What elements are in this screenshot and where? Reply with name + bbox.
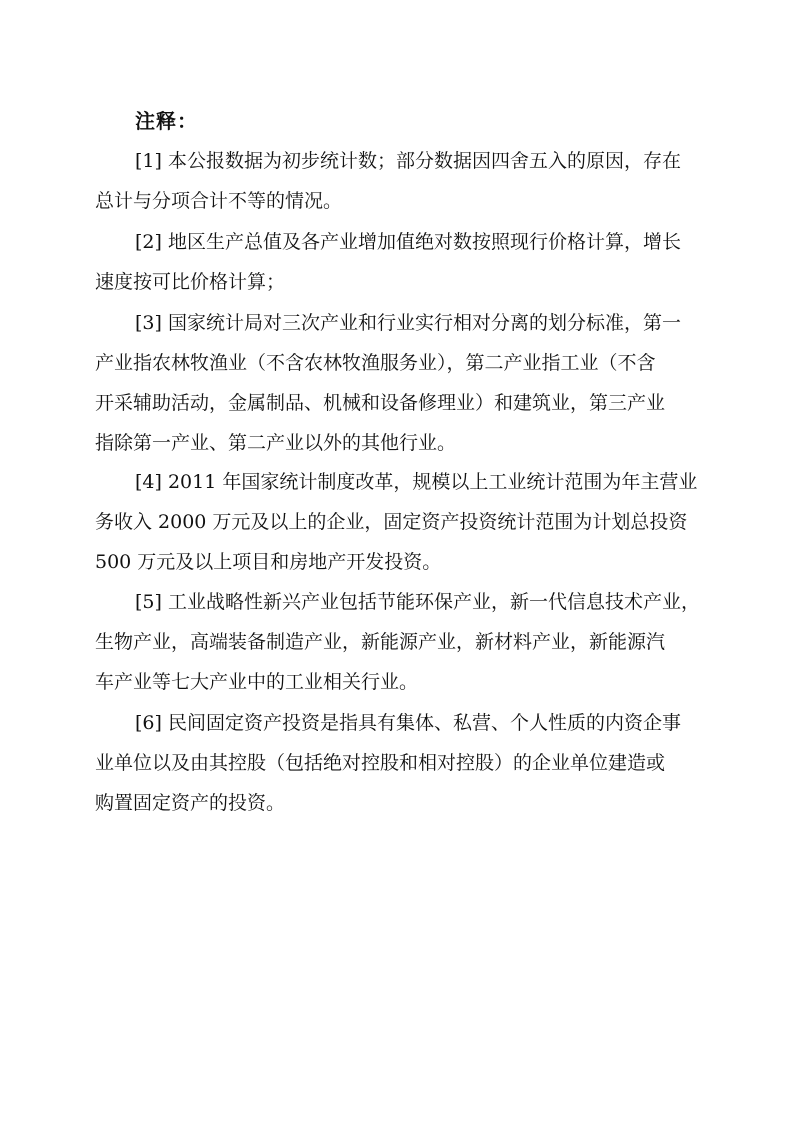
note-line: 业单位以及由其控股（包括绝对控股和相对控股）的企业单位建造或 (95, 752, 666, 774)
note-line: [6] 民间固定资产投资是指具有集体、私营、个人性质的内资企事 (135, 712, 681, 734)
note-3 (95, 303, 681, 463)
note-line: [2] 地区生产总值及各产业增加值绝对数按照现行价格计算，增长 (135, 231, 681, 253)
note-6 (95, 703, 681, 823)
note-line: 产业指农林牧渔业（不含农林牧渔服务业），第二产业指工业（不含 (95, 352, 656, 374)
note-line: [1] 本公报数据为初步统计数；部分数据因四舍五入的原因，存在 (135, 150, 681, 172)
note-line: 500 万元及以上项目和房地产开发投资。 (95, 551, 442, 573)
note-line: [5] 工业战略性新兴产业包括节能环保产业，新一代信息技术产业， (135, 591, 700, 613)
note-line: [4] 2011 年国家统计制度改革，规模以上工业统计范围为年主营业 (135, 471, 698, 493)
note-line: 购置固定资产的投资。 (95, 792, 286, 814)
note-line: 总计与分项合计不等的情况。 (95, 190, 343, 212)
note-line: 开采辅助活动，金属制品、机械和设备修理业）和建筑业，第三产业 (95, 392, 666, 414)
note-line: 速度按可比价格计算； (95, 271, 286, 293)
note-line: 指除第一产业、第二产业以外的其他行业。 (95, 432, 457, 454)
note-line: [3] 国家统计局对三次产业和行业实行相对分离的划分标准，第一 (135, 312, 681, 334)
note-line: 务收入 2000 万元及以上的企业，固定资产投资统计范围为计划总投资 (95, 511, 688, 533)
note-line: 车产业等七大产业中的工业相关行业。 (95, 671, 419, 693)
note-5 (95, 582, 700, 702)
note-2 (95, 222, 681, 302)
notes-heading: 注释： (135, 109, 198, 133)
note-1 (95, 141, 681, 221)
note-line: 生物产业，高端装备制造产业，新能源产业，新材料产业，新能源汽 (95, 631, 666, 653)
note-4 (95, 462, 698, 582)
